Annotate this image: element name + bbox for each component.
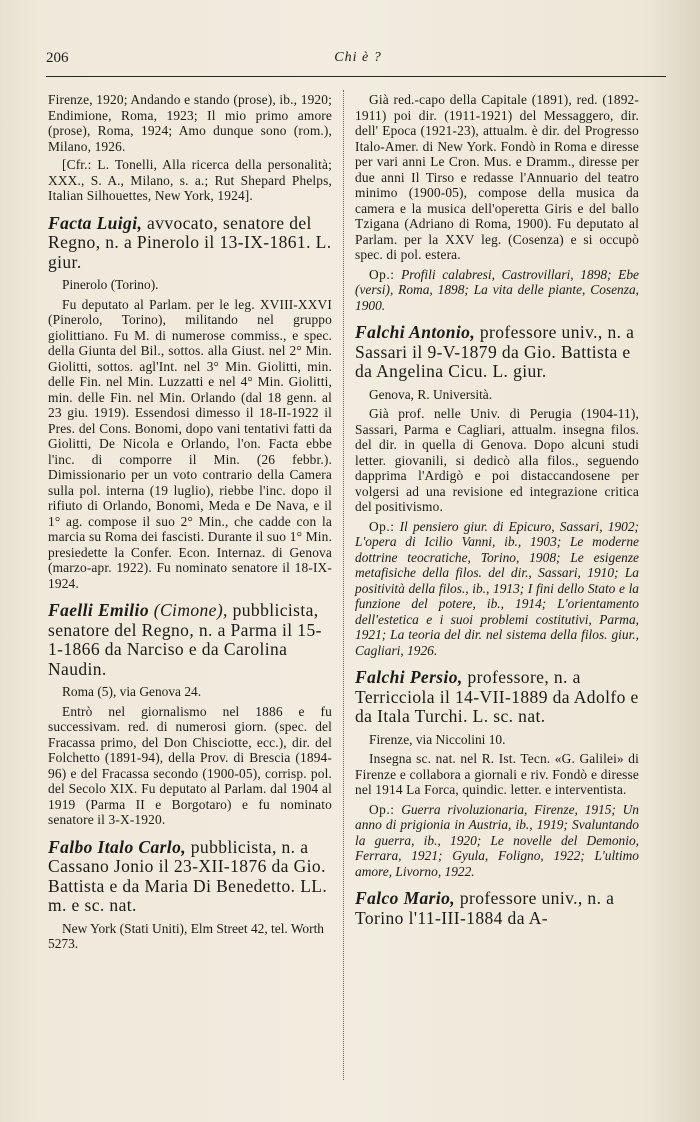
entry-address: Firenze, via Niccolini 10.: [369, 731, 506, 747]
column-divider: [343, 90, 344, 1080]
entry-address: Genova, R. Università.: [369, 386, 493, 402]
header-rule: [46, 76, 666, 77]
entry-address: New York (Stati Uniti), Elm Street 42, tel. Worth 5273.: [48, 920, 325, 951]
entry-heading: [48, 838, 332, 916]
entry-heading: [355, 889, 639, 928]
entry-name: Falbo Italo Carlo,: [48, 836, 186, 857]
entry-biography: Già red.-capo della Capitale (1891), red. (1892-1911) poi dir. (1911-1921) del Messaggero, dir. dell' Epoca (1921-23), attualm. è dir. del Progresso Italo-Amer. di New York. Fondò in Roma e diresse per vari anni Le Cron. Mus. e Dramm., diresse per due anni Il Tirso e redasse l'Annuario del teatro minimo (1900-05), compose della musica da camera e la musica dell'operetta Giris e del ballo Tzigana (Adriano di Roma, 1900). Fu deputato al Parlam. per la XXV leg. (Cosenza) e si occupò spec. di pol. estera.: [355, 92, 639, 262]
entry-heading-text: professore univ., n. a Torino l'11-III-1884 da A-: [355, 888, 615, 928]
entry-heading: [48, 601, 332, 679]
entry-name: Falchi Persio,: [355, 667, 463, 687]
entry-heading: [355, 668, 639, 727]
works-label: Op.:: [369, 518, 395, 534]
entry-biography: Fu deputato al Parlam. per le leg. XVIII-XXVI (Pinerolo, Torino), militando nel gruppo giolittiano. Fu M. di numerose commiss., e spec. della Giunta del Bil., sottos. alla Giust. nel 2° Min. Giolitti, sottos. agl'Int. nel 3° Min. Giolitti, min. delle Fin. nel Min. Luzzatti e nel 4° Min. Giolitti, min. delle Fin. nel Min. Orlando (dal 18 genn. al 23 giu. 1919). Essendosi dimesso il 18-II-1922 il Pres. del Cons. Bonomi, dopo vani tentativi fatti da Giolitti, De Nicola e Orlando, l'on. Facta ebbe l'inc. di comporre il Min. (26 febbr.). Dimissionario per un voto contrario della Camera sulla pol. interna (19 luglio), riebbe l'inc. dopo il rifiuto di Orlando, Bonomi, Meda e De Nava, e il 1° ag. compose il suo 2° Min., che cadde con la marcia su Roma dei fascisti. Durante il suo 1° Min. presiedette la Confer. Econ. Internaz. di Genova (marzo-apr. 1922). Fu nominato senatore il 18-IX-1924.: [48, 296, 332, 591]
entry-falco-mario: [355, 889, 639, 928]
entry-name: Faelli Emilio: [48, 600, 149, 620]
entry-works: [355, 267, 639, 314]
entry-works: [355, 519, 639, 659]
entry-heading-text: pubblicista, senatore del Regno, n. a Parma il 15-1-1866 da Narciso e da Carolina Naudin.: [48, 600, 322, 679]
works-label: Op.:: [369, 801, 395, 817]
left-column: [48, 92, 332, 956]
entry-works: [355, 802, 639, 880]
entry-biography: Entrò nel giornalismo nel 1886 e fu successivam. red. di numerosi giorn. (spec. del Fracassa primo, del Don Chisciotte, ecc.), dir. del Folchetto (1891-94), della Prov. di Brescia (1894-96) e del Fracassa secondo (1900-05), corrisp. pol. del Secolo XIX. Fu deputato al Parlam. dal 1904 al 1919 (Parma II e Borgotaro) e fu nominato senatore il 3-X-1920.: [48, 703, 332, 827]
entry-heading-text: professore, n. a Terricciola il 14-VII-1889 da Adolfo e da Itala Turchi. L. sc. nat.: [355, 667, 639, 726]
entry-biography: Già prof. nelle Univ. di Perugia (1904-11), Sassari, Parma e Cagliari, attualm. insegna filos. del dir. in quella di Genova. Dopo alcuni studi letter. giovanili, si dedicò alla filos., seguendo dapprima l'Ardigò e poi distaccandosene per volgersi ad una revisione ed integrazione critica del positivismo.: [355, 406, 639, 514]
page-header: [46, 46, 670, 70]
entry-falbo-italo-carlo: [48, 838, 332, 952]
entry-alias: (Cimone),: [148, 600, 228, 620]
entry-falchi-persio: [355, 668, 639, 879]
entry-name: Falco Mario,: [355, 888, 456, 908]
works-list: Profili calabresi, Castrovillari, 1898; Ebe (versi), Roma, 1898; La vita delle piante, Cosenza, 1900.: [355, 266, 639, 313]
entry-falchi-antonio: [355, 323, 639, 658]
entry-address: Roma (5), via Genova 24.: [62, 684, 202, 699]
entry-address: Pinerolo (Torino).: [62, 277, 159, 292]
entry-heading-text: avvocato, senatore del Regno, n. a Pinerolo il 13-IX-1861. L. giur.: [48, 212, 332, 272]
entry-facta-luigi: [48, 214, 332, 592]
works-list: Guerra rivoluzionaria, Firenze, 1915; Un anno di prigionia in Austria, ib., 1919; Svaluntando la guerra, ib., 1920; Le novelle del Demonio, Ferrara, 1921; Gyula, Foligno, 1922; L'ultimo amore, Livorno, 1922.: [355, 801, 639, 879]
entry-heading: [48, 214, 332, 273]
entry-continuation-right: [355, 92, 639, 313]
entry-heading-text: pubblicista, n. a Cassano Jonio il 23-XII-1876 da Gio. Battista e da Maria Di Benedetto. LL. m. e sc. nat.: [48, 836, 328, 915]
right-column: [355, 92, 639, 932]
entry-continuation-left: [48, 92, 332, 204]
page-number: 206: [46, 50, 69, 66]
entry-heading-text: professore univ., n. a Sassari il 9-V-1879 da Gio. Battista e da Angelina Cicu. L. giur.: [355, 322, 635, 381]
entry-name: Facta Luigi,: [48, 212, 143, 233]
entry-continuation-text: Firenze, 1920; Andando e stando (prose), ib., 1920; Endimione, Roma, 1923; Il mio primo amore (prose), Roma, 1924; Amo dunque sono (rom.), Milano, 1926.: [48, 92, 332, 154]
entry-faelli-emilio: [48, 601, 332, 828]
entry-name: Falchi Antonio,: [355, 322, 476, 342]
entry-heading: [355, 323, 639, 382]
works-list: Il pensiero giur. di Epicuro, Sassari, 1902; L'opera di Icilio Vanni, ib., 1903; Le moderne dottrine teocratiche, Torino, 1908; Le esigenze metafisiche della filos. del dir., Sassari, 1910; La positività della filos., ib., 1913; I fini dello Stato e la funzione del potere, ib., 1914; L'orientamento dell'estetica e i suoi problemi costitutivi, Parma, 1921; La teoria del dir. nel sistema della filos. giur., Cagliari, 1926.: [355, 518, 639, 658]
entry-biography: Insegna sc. nat. nel R. Ist. Tecn. «G. Galilei» di Firenze e collabora a giornali e riv. Fondò e diresse nel 1914 La Forca, quindic. letter. e interventista.: [355, 751, 639, 797]
entry-cfr: [Cfr.: L. Tonelli, Alla ricerca della personalità; XXX., S. A., Milano, s. a.; Rut Shepard Phelps, Italian Silhouettes, New York, 1924].: [48, 157, 332, 203]
works-label: Op.:: [369, 266, 395, 282]
running-title: Chi è ?: [334, 50, 382, 65]
